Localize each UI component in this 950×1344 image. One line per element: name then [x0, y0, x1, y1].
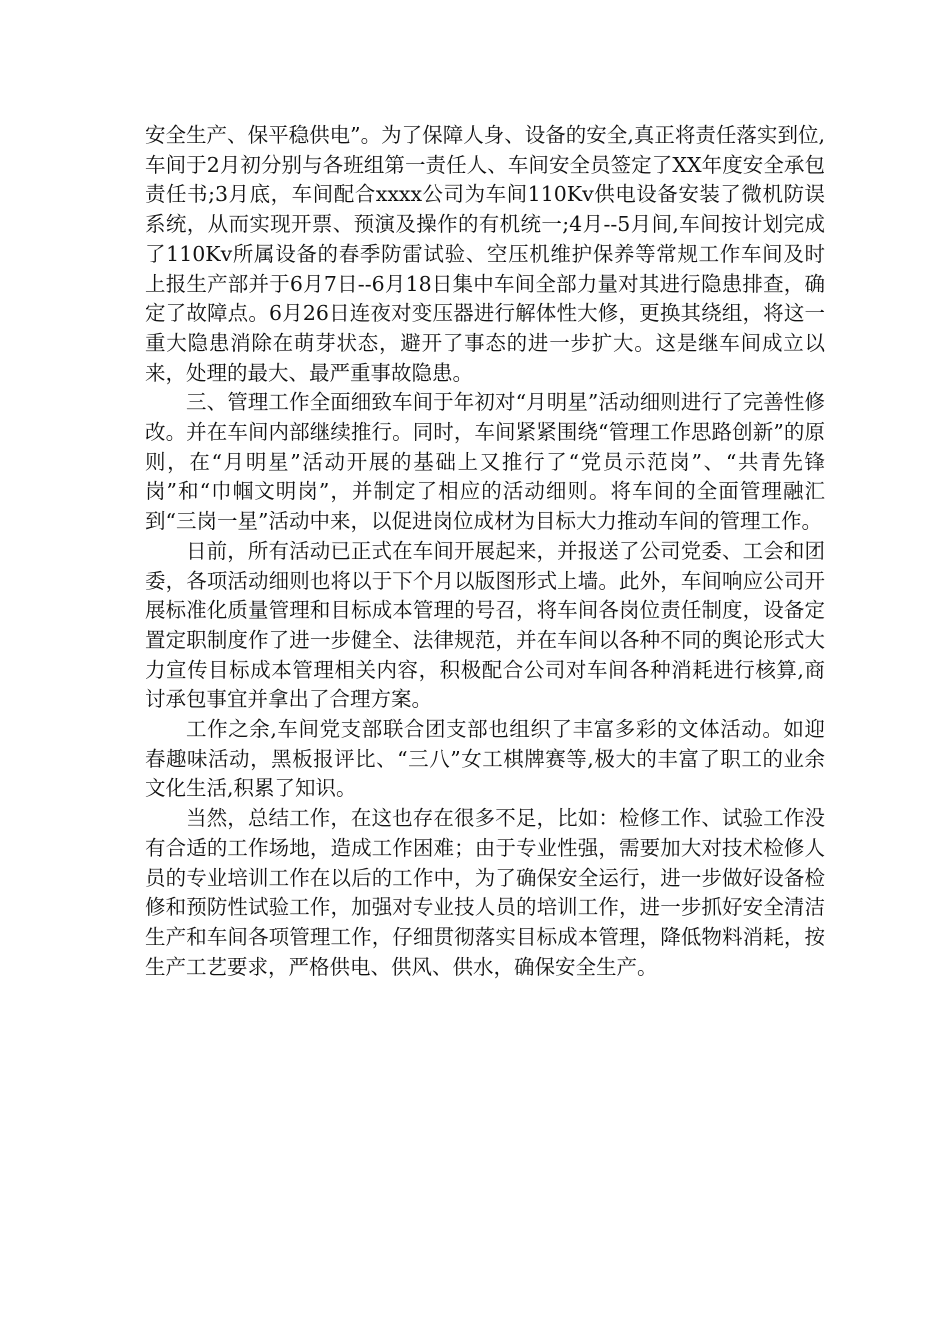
paragraph-cultural-activities: 工作之余,车间党支部联合团支部也组织了丰富多彩的文体活动。如迎春趣味活动，黑板报评比、“三八”女工棋牌赛等,极大的丰富了职工的业余文化生活,积累了知识。	[145, 717, 825, 801]
paragraph-shortcomings: 当然，总结工作，在这也存在很多不足，比如：检修工作、试验工作没有合适的工作场地，造成工作困难；由于专业性强，需要加大对技术检修人员的专业培训工作在以后的工作中，为了确保安全运行，进一步做好设备检修和预防性试验工作，加强对专业技人员的培训工作，进一步抓好安全清洁生产和车间各项管理工作，仔细贯彻落实目标成本管理，降低物料消耗，按生产工艺要求，严格供电、供风、供水，确保安全生产。	[145, 806, 825, 979]
paragraph-safety-production: 安全生产、保平稳供电”。为了保障人身、设备的安全,真正将责任落实到位,车间于2月初分别与各班组第一责任人、车间安全员签定了XX年度安全承包责任书;3月底，车间配合xxxx公司为车间110Kv供电设备安装了微机防误系统，从而实现开票、预演及操作的有机统一;4月--5月间,车间按计划完成了110Kv所属设备的春季防雷试验、空压机维护保养等常规工作车间及时上报生产部并于6月7日--6月18日集中车间全部力量对其进行隐患排查，确定了故障点。6月26日连夜对变压器进行解体性大修，更换其绕组，将这一重大隐患消除在萌芽状态，避开了事态的进一步扩大。这是继车间成立以来，处理的最大、最严重事故隐患。	[145, 123, 825, 385]
document-body	[145, 121, 825, 982]
paragraph-management-work: 三、管理工作全面细致车间于年初对“月明星”活动细则进行了完善性修改。并在车间内部继续推行。同时，车间紧紧围绕“管理工作思路创新”的原则，在“月明星”活动开展的基础上又推行了“党员示范岗”、“共青先锋岗”和“巾帼文明岗”，并制定了相应的活动细则。将车间的全面管理融汇到“三岗一星”活动中来，以促进岗位成材为目标大力推动车间的管理工作。	[145, 390, 825, 534]
paragraph-activities-launch: 日前，所有活动已正式在车间开展起来，并报送了公司党委、工会和团委，各项活动细则也将以于下个月以版图形式上墙。此外，车间响应公司开展标准化质量管理和目标成本管理的号召，将车间各岗位责任制度，设备定置定职制度作了进一步健全、法律规范，并在车间以各种不同的舆论形式大力宣传目标成本管理相关内容，积极配合公司对车间各种消耗进行核算,商讨承包事宜并拿出了合理方案。	[145, 538, 825, 712]
